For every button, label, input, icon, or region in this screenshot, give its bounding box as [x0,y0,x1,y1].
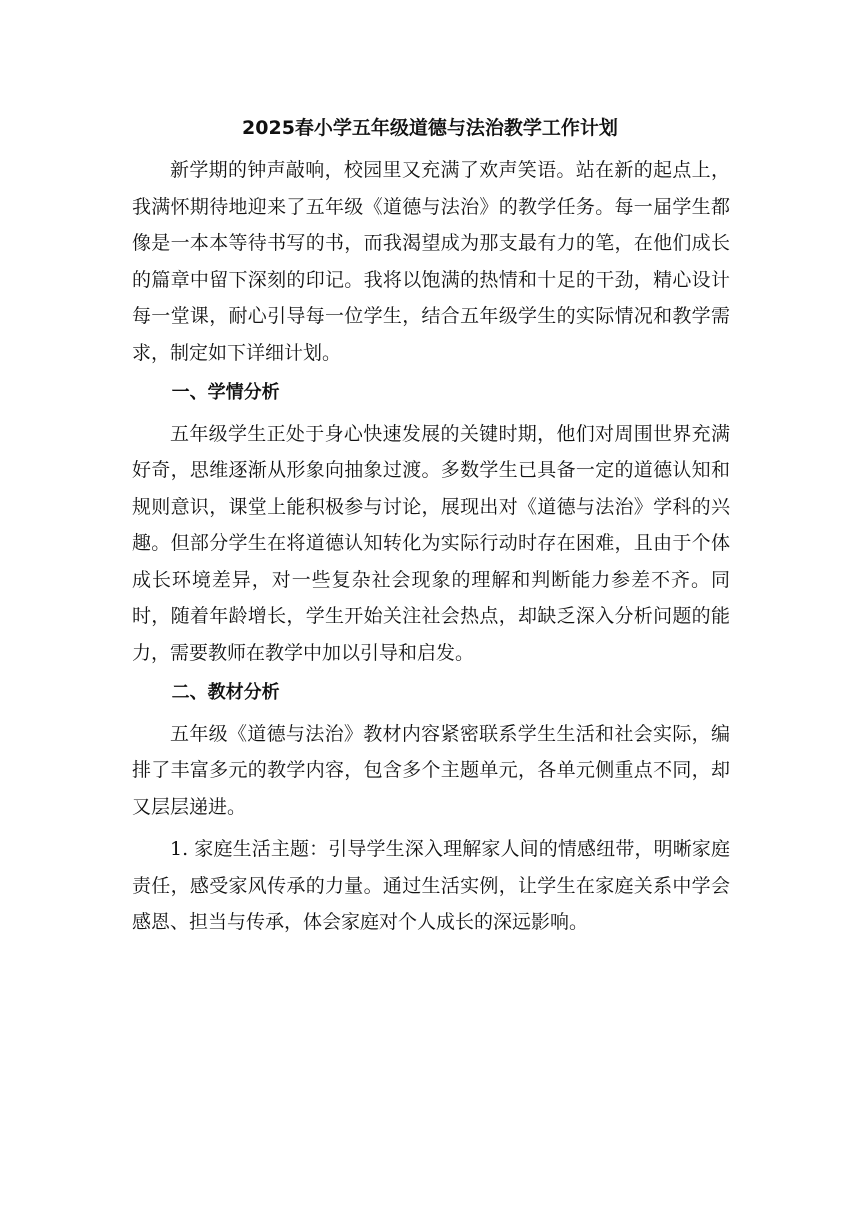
document-body [132,152,730,941]
learning-analysis-paragraph: 五年级学生正处于身心快速发展的关键时期，他们对周围世界充满好奇，思维逐渐从形象向抽象过渡。多数学生已具备一定的道德认知和规则意识，课堂上能积极参与讨论，展现出对《道德与法治》学科的兴趣。但部分学生在将道德认知转化为实际行动时存在困难，且由于个体成长环境差异，对一些复杂社会现象的理解和判断能力参差不齐。同时，随着年龄增长，学生开始关注社会热点，却缺乏深入分析问题的能力，需要教师在教学中加以引导和启发。 [132,422,730,664]
section-heading-learning-analysis: 一、学情分析 [171,382,280,403]
document-title: 2025春小学五年级道德与法治教学工作计划 [242,117,618,139]
intro-paragraph: 新学期的钟声敲响，校园里又充满了欢声笑语。站在新的起点上，我满怀期待地迎来了五年级《道德与法治》的教学任务。每一届学生都像是一本本等待书写的书，而我渴望成为那支最有力的笔，在他们成长的篇章中留下深刻的印记。我将以饱满的热情和十足的干劲，精心设计每一堂课，耐心引导每一位学生，结合五年级学生的实际情况和教学需求，制定如下详细计划。 [132,159,730,364]
section-heading-textbook-analysis: 二、教材分析 [171,682,280,703]
family-life-item: 1. 家庭生活主题：引导学生深入理解家人间的情感纽带，明晰家庭责任，感受家风传承的力量。通过生活实例，让学生在家庭关系中学会感恩、担当与传承，体会家庭对个人成长的深远影响。 [132,838,730,933]
textbook-analysis-paragraph: 五年级《道德与法治》教材内容紧密联系学生生活和社会实际，编排了丰富多元的教学内容，包含多个主题单元，各单元侧重点不同，却又层层递进。 [132,722,730,818]
